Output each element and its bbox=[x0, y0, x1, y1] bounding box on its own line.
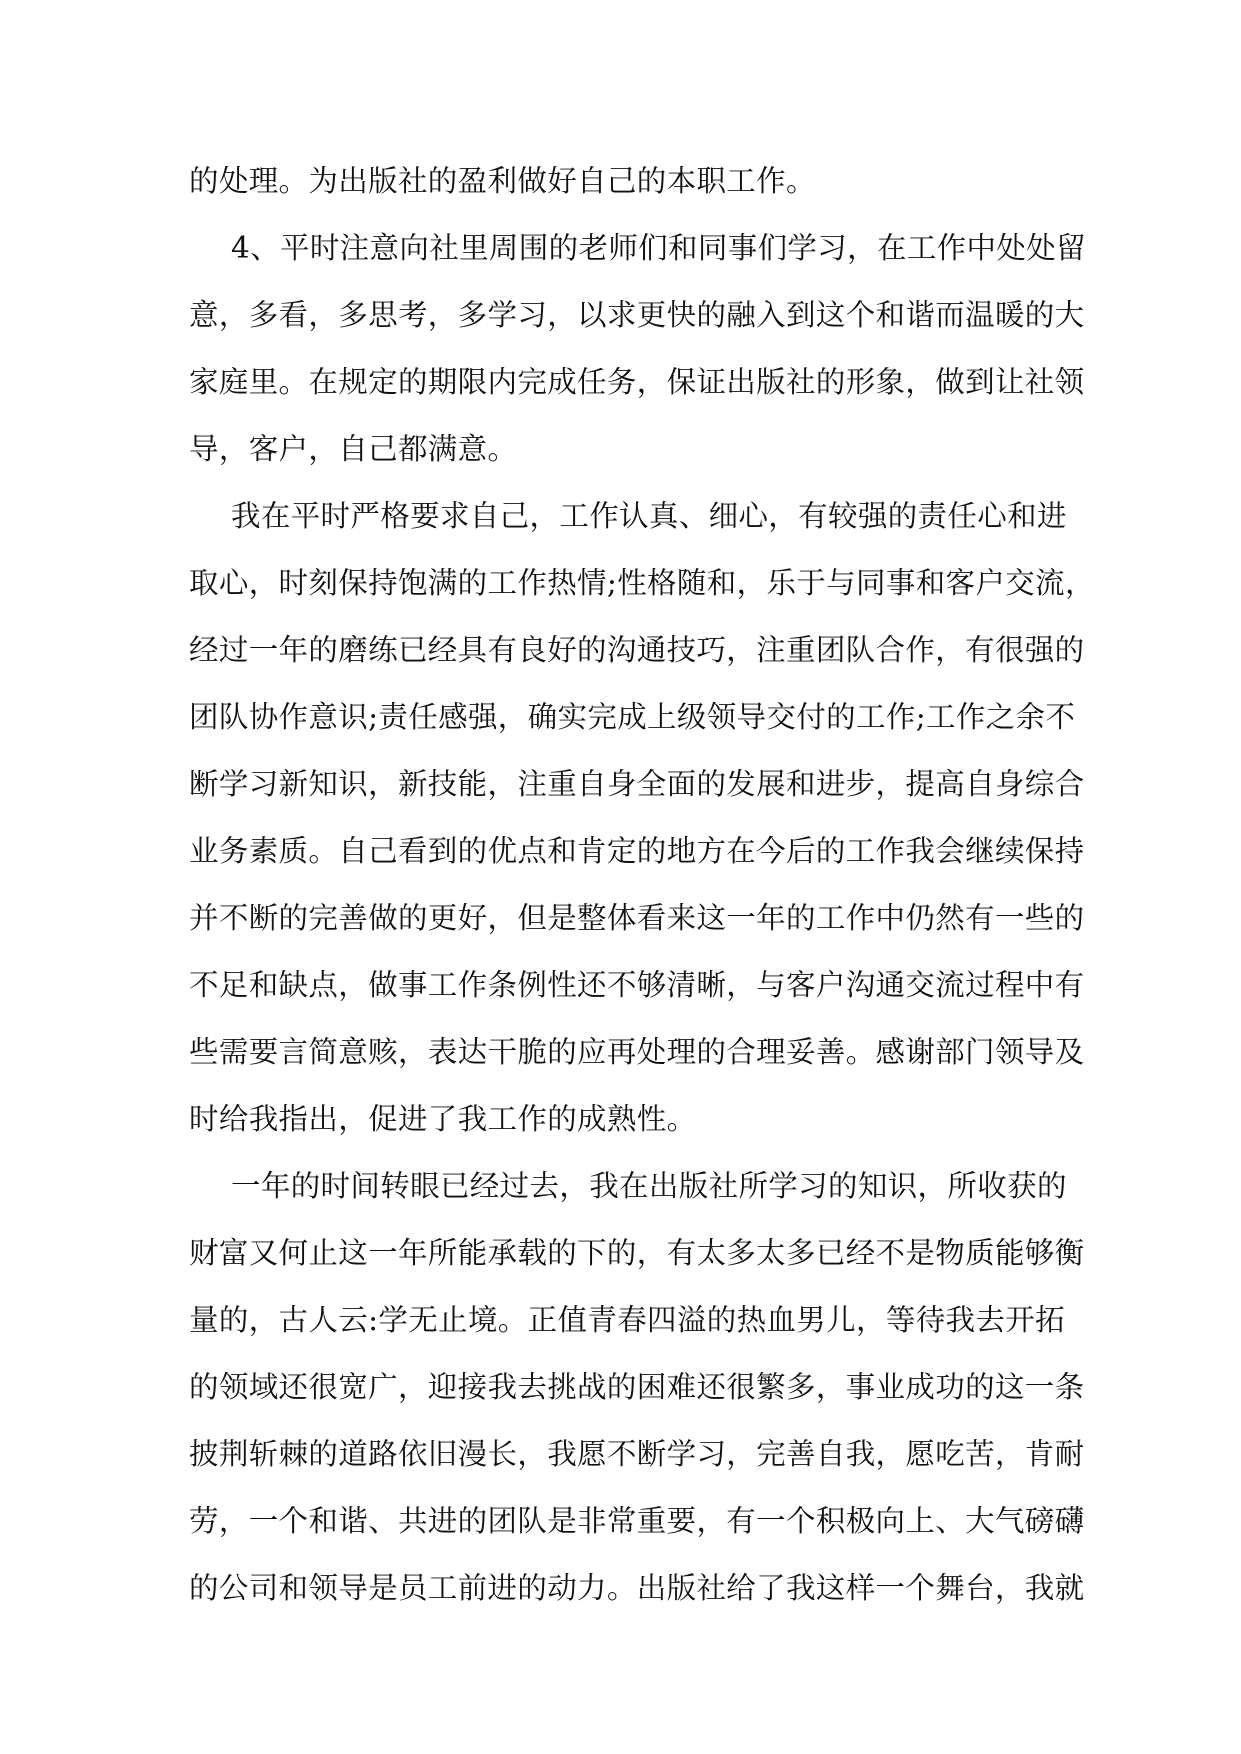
text-line: 意，多看，多思考，多学习，以求更快的融入到这个和谐而温暖的大 bbox=[189, 298, 1085, 332]
document-body bbox=[189, 157, 1095, 1631]
text-line: 量的，古人云:学无止境。正值青春四溢的热血男儿，等待我去开拓 bbox=[189, 1303, 1065, 1337]
text-line: 团队协作意识;责任感强，确实完成上级领导交付的工作;工作之余不 bbox=[189, 700, 1076, 734]
text-line: 断学习新知识，新技能，注重自身全面的发展和进步，提高自身综合 bbox=[189, 767, 1085, 801]
text-line: 家庭里。在规定的期限内完成任务，保证出版社的形象，做到让社领 bbox=[189, 365, 1085, 399]
paragraph-start-line: 我在平时严格要求自己，工作认真、细心，有较强的责任心和进 bbox=[231, 499, 1067, 533]
text-line: 经过一年的磨练已经具有良好的沟通技巧，注重团队合作，有很强的 bbox=[189, 633, 1085, 667]
text-line: 的处理。为出版社的盈利做好自己的本职工作。 bbox=[189, 164, 816, 198]
text-line: 取心，时刻保持饱满的工作热情;性格随和，乐于与同事和客户交流， bbox=[189, 566, 1095, 600]
text-line: 劳，一个和谐、共进的团队是非常重要，有一个积极向上、大气磅礴 bbox=[189, 1504, 1085, 1538]
paragraph-start-line: 一年的时间转眼已经过去，我在出版社所学习的知识，所收获的 bbox=[231, 1169, 1067, 1203]
text-line: 不足和缺点，做事工作条例性还不够清晰，与客户沟通交流过程中有 bbox=[189, 968, 1085, 1002]
text-line: 业务素质。自己看到的优点和肯定的地方在今后的工作我会继续保持 bbox=[189, 834, 1085, 868]
paragraph-start-line: 4、平时注意向社里周围的老师们和同事们学习，在工作中处处留 bbox=[231, 231, 1086, 265]
text-line: 导，客户，自己都满意。 bbox=[189, 432, 518, 466]
text-line: 时给我指出，促进了我工作的成熟性。 bbox=[189, 1102, 697, 1136]
text-line: 的领域还很宽广，迎接我去挑战的困难还很繁多，事业成功的这一条 bbox=[189, 1370, 1085, 1404]
text-line: 并不断的完善做的更好，但是整体看来这一年的工作中仍然有一些的 bbox=[189, 901, 1085, 935]
text-line: 财富又何止这一年所能承载的下的，有太多太多已经不是物质能够衡 bbox=[189, 1236, 1085, 1270]
text-line: 的公司和领导是员工前进的动力。出版社给了我这样一个舞台，我就 bbox=[189, 1571, 1085, 1605]
text-line: 披荆斩棘的道路依旧漫长，我愿不断学习，完善自我，愿吃苦，肯耐 bbox=[189, 1437, 1085, 1471]
text-line: 些需要言简意赅，表达干脆的应再处理的合理妥善。感谢部门领导及 bbox=[189, 1035, 1085, 1069]
